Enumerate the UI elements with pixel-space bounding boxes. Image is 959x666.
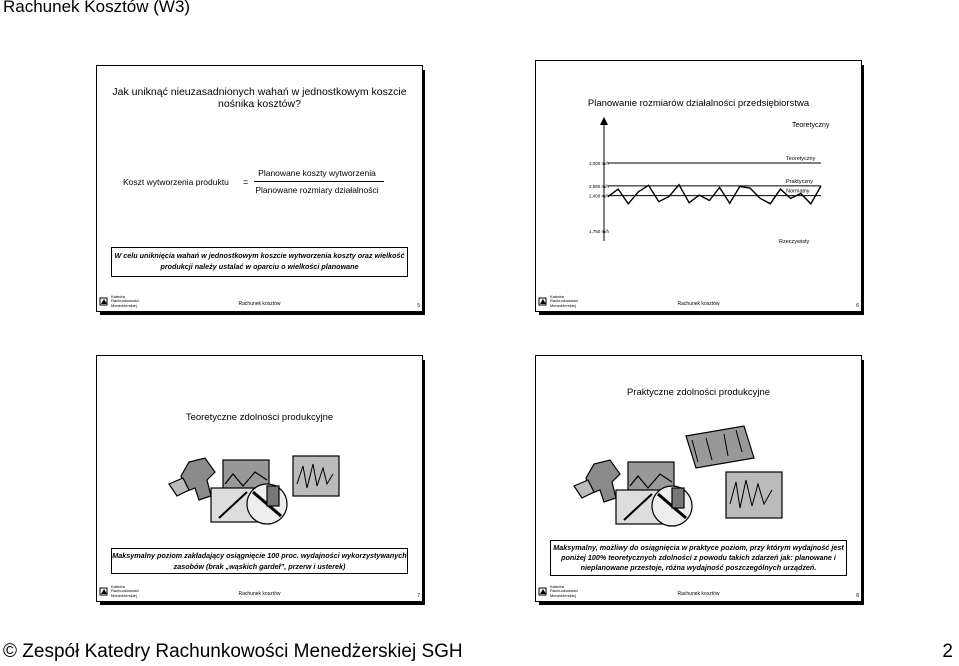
logo-text: Katedra Rachunkowości Menedżerskiej <box>550 294 579 308</box>
planning-clipart-icon <box>566 418 816 536</box>
slide-box: Maksymalny poziom zakładający osiągnięcie 100 proc. wydajności wykorzystywanych zasobów (brak „wąskich gardeł”, przerw i usterek) <box>111 548 408 574</box>
slide-number: 5 <box>417 303 420 309</box>
formula-lhs: Koszt wytworzenia produktu <box>123 177 229 187</box>
planning-clipart-icon <box>155 444 385 536</box>
slide-6 <box>535 60 862 312</box>
fraction-line <box>254 181 384 182</box>
y-tick-label: 1,750 m/h <box>589 229 610 234</box>
y-tick-label: 2,400 m/h <box>589 193 610 199</box>
slide-title: Praktyczne zdolności produkcyjne <box>626 387 771 398</box>
logo-text: Katedra Rachunkowości Menedżerskiej <box>550 584 579 598</box>
slide-footer: Rachunek kosztów <box>677 591 720 597</box>
y-tick-label: 2,580 m/h <box>589 183 610 189</box>
slide-number: 8 <box>856 593 859 599</box>
page-number: 2 <box>942 641 953 662</box>
slide-number: 7 <box>417 593 420 599</box>
y-axis-arrow-icon <box>600 117 608 125</box>
document-title: Rachunek Kosztów (W3) <box>3 0 191 16</box>
slide-number: 6 <box>856 303 859 309</box>
formula-denominator: Planowane rozmiary działalności <box>255 185 379 195</box>
label-teoretyczny-top: Teoretyczny <box>792 122 830 129</box>
slide-title: Teoretyczne zdolności produkcyjne <box>185 412 334 423</box>
slide-5 <box>96 65 423 312</box>
logo-text: Katedra Rachunkowości Menedżerskiej <box>111 584 140 598</box>
series-label-rzeczywisty: Rzeczywisty <box>779 239 810 245</box>
series-label-teoretyczny: Teoretyczny <box>786 156 816 162</box>
slide-title: Planowanie rozmiarów działalności przedsiębiorstwa <box>587 98 810 109</box>
capacity-chart <box>536 61 861 311</box>
logo-text: Katedra Rachunkowości Menedżerskiej <box>111 294 140 308</box>
slide-8 <box>535 355 862 602</box>
slide-box: Maksymalny, możliwy do osiągnięcia w praktyce poziom, przy którym wydajność jest poniżej 100% teoretycznych zdolności z powodu takich zdarzeń jak: planowane i nieplanowane przestoje, różna wydajność poszczególnych urządzeń. <box>550 540 847 576</box>
document-footer: © Zespół Katedry Rachunkowości Menedżerskiej SGH <box>3 641 463 662</box>
formula-numerator: Planowane koszty wytworzenia <box>258 168 376 178</box>
slide-box: W celu uniknięcia wahań w jednostkowym koszcie wytworzenia koszty oraz wielkość produkcji należy ustalać w oparciu o wielkości planowane <box>111 247 408 277</box>
formula-equals: = <box>243 177 249 187</box>
slide-7 <box>96 355 423 602</box>
slide-footer: Rachunek kosztów <box>238 591 281 597</box>
series-label-praktyczny: Praktyczny <box>786 178 813 185</box>
slide-footer: Rachunek kosztów <box>238 301 281 307</box>
series-label-normalny: Normalny <box>786 188 810 195</box>
slide-title: Jak uniknąć nieuzasadnionych wahań w jednostkowym koszcie nośnika kosztów? <box>112 86 407 110</box>
slide-footer: Rachunek kosztów <box>677 301 720 307</box>
y-tick-label: 3,000 m/h <box>589 161 610 166</box>
